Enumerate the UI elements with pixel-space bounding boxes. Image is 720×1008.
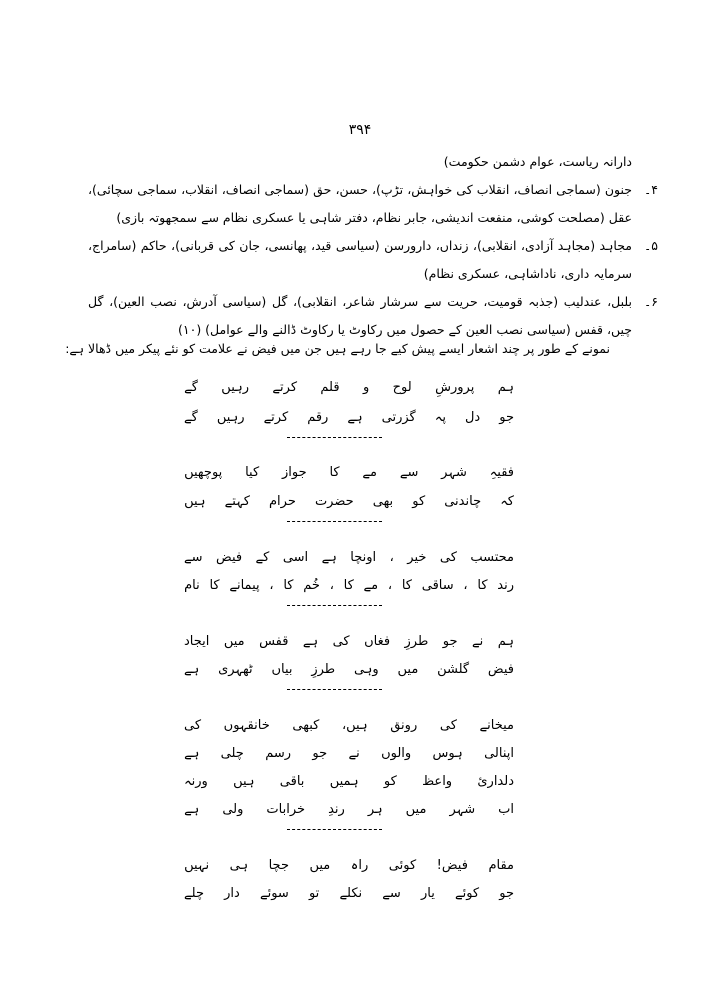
verse-word: مقام	[488, 858, 514, 873]
verse-word: دل	[464, 410, 481, 425]
verse-word: یار	[420, 886, 435, 901]
verse-line	[184, 465, 514, 480]
verse-word: ہے	[302, 634, 319, 649]
stanza-separator	[287, 437, 382, 438]
verse-word: کرتے	[263, 410, 289, 425]
verse-word: مے	[362, 465, 378, 480]
verse-word: کیا	[245, 465, 260, 480]
verse-word: بیاں	[271, 662, 293, 677]
verse-word: خیر	[407, 550, 427, 565]
verse-word: کی	[332, 634, 350, 649]
verse-line	[184, 550, 514, 565]
verse-line	[184, 746, 514, 761]
verse-word: طرزِ	[404, 634, 429, 649]
verse-word: کوئے	[454, 886, 480, 901]
verse-word: اب	[498, 802, 514, 817]
top-line-text: دارانہ ریاست، عوام دشمن حکومت)	[443, 154, 632, 169]
verse-word: حرام	[269, 494, 296, 509]
verse-word: ٹھہری	[218, 662, 253, 677]
list-item	[88, 232, 659, 288]
verse-word: شہر	[449, 802, 476, 817]
verse-word: مے	[363, 578, 379, 593]
verse-word: کی	[439, 718, 457, 733]
verse-word: نہیں	[184, 858, 210, 873]
verse-line	[184, 858, 514, 873]
verse-word: رہیں	[221, 380, 250, 395]
verse-word: طرزِ	[311, 662, 336, 677]
verse-word: فغاں	[364, 634, 391, 649]
verse-word: کا	[477, 578, 488, 593]
verse-word: کا	[283, 578, 294, 593]
verse-word: چلے	[184, 886, 204, 901]
intro-line: نمونے کے طور پر چند اشعار ایسے پیش کیے جا رہے ہیں جن میں فیض نے علامت کو نئے پیکر میں ڈھالا ہے:	[65, 341, 610, 356]
page-number: ۳۹۴	[348, 122, 372, 138]
verse-word: کہتے	[224, 494, 250, 509]
verse-word: ،	[389, 550, 394, 565]
verse-word: نے	[348, 746, 360, 761]
verse-word: ہے	[184, 746, 200, 761]
verse-line	[184, 578, 514, 593]
item-number: ۴۔	[643, 182, 659, 197]
verse-word: کو	[412, 494, 426, 509]
verse-word: کی	[439, 550, 457, 565]
stanza-separator	[287, 829, 382, 830]
verse-word: محتسب	[470, 550, 514, 565]
verse-word: و	[362, 380, 370, 395]
verse-word: ہمیں	[329, 774, 359, 789]
list-item	[88, 176, 659, 232]
verse-word: ہیں،	[341, 718, 368, 733]
verse-word: فیض!	[436, 858, 468, 873]
item-text: مجاہد (مجاہد آزادی، انقلابی)، زنداں، دارورسن (سیاسی قید، پھانسی، جان کی قربانی)، حاکم (سامراج، سرمایہ داری، ناداشاہی، عسکری نظام)	[88, 238, 632, 281]
verse-word: رندِ	[328, 802, 345, 817]
verse-word: میخانے	[479, 718, 514, 733]
verse-word: قفس	[259, 634, 289, 649]
verse-word: ہے	[184, 662, 200, 677]
verse-word: رہیں	[216, 410, 245, 425]
verse-word: اونچا	[350, 550, 377, 565]
verse-word: فیض	[216, 550, 243, 565]
list-item	[88, 288, 659, 344]
verse-word: ،	[387, 578, 393, 593]
verse-word: گے	[184, 410, 198, 425]
verse-word: سے	[399, 465, 419, 480]
verse-word: ہم	[497, 380, 514, 395]
verse-word: میں	[309, 858, 331, 873]
verse-word: جو	[312, 746, 328, 761]
verse-word: کا	[401, 578, 412, 593]
stanza-separator	[287, 605, 382, 606]
verse-word: سے	[382, 886, 401, 901]
verse-word: نکلے	[339, 886, 363, 901]
verse-line	[184, 662, 514, 677]
verse-word: کہ	[500, 494, 514, 509]
verse-line	[184, 774, 514, 789]
verse-word: ہے	[321, 550, 337, 565]
verse-word: شہر	[441, 465, 467, 480]
verse-word: دار	[224, 886, 240, 901]
verse-word: جو	[499, 410, 514, 425]
verse-word: رونق	[390, 718, 418, 733]
verse-word: ساقی	[421, 578, 454, 593]
verse-word: خرابات	[266, 802, 306, 817]
verse-word: ہے	[184, 802, 200, 817]
top-line	[88, 148, 632, 176]
verse-word: نے	[472, 634, 484, 649]
verse-word: پیمانے	[229, 578, 260, 593]
verse-word: خُم	[303, 578, 320, 593]
verse-word: ہر	[367, 802, 383, 817]
verse-word: رسم	[265, 746, 292, 761]
verse-line	[184, 802, 514, 817]
verse-word: کوئی	[388, 858, 417, 873]
verse-word: ہوس	[432, 746, 463, 761]
verse-word: دلداریٔ	[477, 774, 514, 789]
verse-word: میں	[397, 662, 419, 677]
verse-word: کا	[209, 578, 220, 593]
verse-word: ،	[329, 578, 334, 593]
verse-word: کا	[343, 578, 354, 593]
verse-word: میں	[223, 634, 245, 649]
verse-word: کبھی	[292, 718, 320, 733]
verse-word: ہے	[347, 410, 363, 425]
verse-word: نام	[184, 578, 200, 593]
verse-word: گزرتی	[381, 410, 416, 425]
verse-word: ہیں	[233, 774, 255, 789]
verse-word: پہ	[434, 410, 446, 425]
verse-line	[184, 718, 514, 733]
verse-word: میں	[405, 802, 427, 817]
verse-word: اپنالی	[484, 746, 514, 761]
verse-word: پرورشِ	[435, 380, 475, 395]
verse-word: ہی	[229, 858, 249, 873]
verse-word: کو	[383, 774, 397, 789]
verse-word: کی	[184, 718, 202, 733]
verse-word: سے	[184, 550, 203, 565]
verse-line	[184, 494, 514, 509]
verse-line	[184, 886, 514, 901]
verse-word: وہی	[353, 662, 379, 677]
verse-line	[184, 634, 514, 649]
verse-word: حضرت	[314, 494, 354, 509]
verse-word: خانقہوں	[223, 718, 270, 733]
item-number: ۵۔	[643, 238, 659, 253]
verse-word: اسی	[282, 550, 309, 565]
verse-word: گلشن	[437, 662, 470, 677]
verse-word: والوں	[381, 746, 412, 761]
verse-word: باقی	[279, 774, 305, 789]
item-text: بلبل، عندلیب (جذبہ قومیت، حریت سے سرشار شاعر، انقلابی)، گل (سیاسی آدرش، نصب العین)، گل چیں، قفس (سیاسی نصب العین کے حصول میں رکاوٹ یا رکاوٹ ڈالنے والے عوامل) (۱۰)	[88, 294, 632, 337]
verse-word: جو	[442, 634, 458, 649]
verse-word: چاندنی	[444, 494, 482, 509]
verse-word: جچا	[268, 858, 289, 873]
stanza-separator	[287, 521, 382, 522]
verse-word: پوچھیں	[184, 465, 223, 480]
verse-word: جواز	[281, 465, 307, 480]
verse-word: رند	[497, 578, 514, 593]
verse-word: گے	[184, 380, 198, 395]
verse-word: کا	[329, 465, 340, 480]
verse-word: لوح	[392, 380, 412, 395]
verse-word: کرتے	[272, 380, 298, 395]
verse-word: چلی	[220, 746, 244, 761]
verse-word: تو	[308, 886, 320, 901]
verse-word: ولی	[222, 802, 244, 817]
verse-word: بھی	[372, 494, 394, 509]
verse-word: فیض	[487, 662, 514, 677]
verse-line	[184, 380, 514, 395]
verse-word: سوئے	[259, 886, 289, 901]
verse-word: ورنہ	[184, 774, 208, 789]
item-text: جنون (سماجی انصاف، انقلاب کی خواہش، تڑپ)، حسن، حق (سماجی انصاف، انقلاب، سماجی سچائی)، عقل (مصلحت کوشی، منفعت اندیشی، جابر نظام، دفتر شاہی یا عسکری نظام سے سمجھوتہ بازی)	[88, 182, 632, 225]
verse-word: ،	[269, 578, 274, 593]
verse-word: واعظ	[422, 774, 453, 789]
stanza-separator	[287, 689, 382, 690]
verse-word: ،	[463, 578, 468, 593]
verse-word: ہیں	[184, 494, 206, 509]
verse-word: قلم	[320, 380, 340, 395]
item-number: ۶۔	[643, 294, 659, 309]
verse-word: ایجاد	[184, 634, 210, 649]
verse-word: راہ	[350, 858, 369, 873]
verse-word: ہم	[497, 634, 514, 649]
verse-word: جو	[499, 886, 514, 901]
verse-word: رقم	[307, 410, 329, 425]
verse-word: کے	[255, 550, 270, 565]
verse-word: فقیہِ	[489, 465, 514, 480]
verse-line	[184, 410, 514, 425]
